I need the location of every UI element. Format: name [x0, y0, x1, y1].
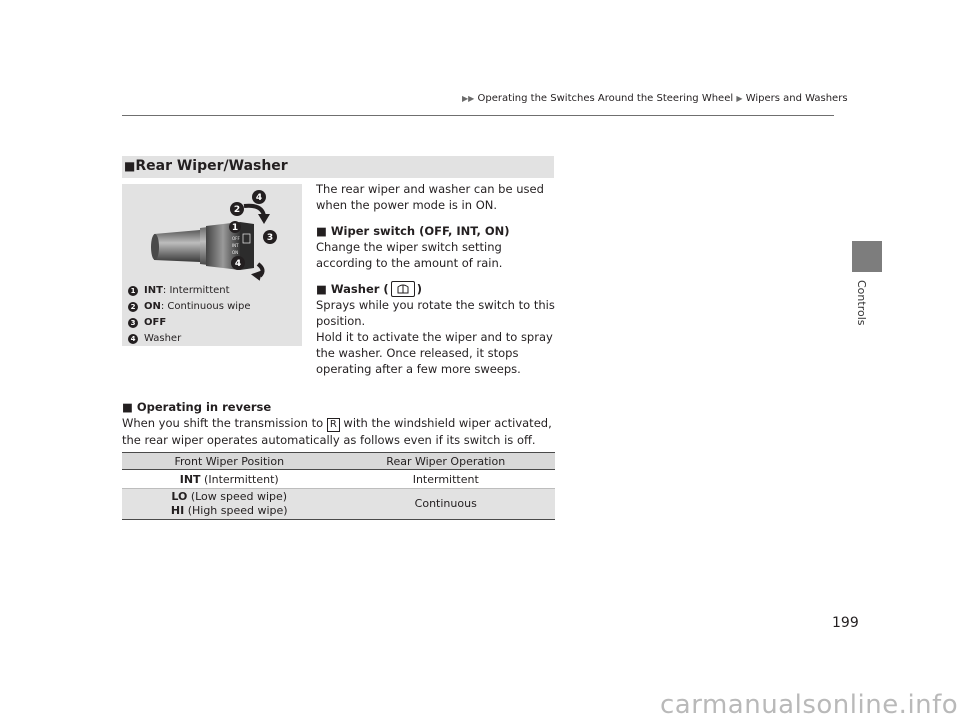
breadcrumb-arrow-icon: ▶▶	[462, 94, 475, 103]
callout-4-top: 4	[255, 193, 263, 203]
reverse-body-post: with the windshield wiper activated, the rear wiper operates automatically as follows even if its switch is off.	[122, 416, 552, 447]
front-position-term: INT	[179, 472, 201, 486]
intro-paragraph: The rear wiper and washer can be used when the power mode is in ON.	[316, 182, 544, 212]
legend-item	[128, 283, 298, 299]
wiper-switch-heading: ■ Wiper switch (OFF, INT, ON)	[316, 224, 510, 238]
reverse-body	[122, 415, 558, 448]
page-number: 199	[832, 615, 859, 631]
washer-heading-close: )	[416, 282, 422, 296]
breadcrumb-item-switches[interactable]: Operating the Switches Around the Steering Wheel	[477, 93, 734, 104]
reverse-heading-text: Operating in reverse	[136, 400, 272, 414]
legend-term: INT	[144, 285, 163, 296]
front-position-desc: (Intermittent)	[200, 472, 279, 486]
lever-label-int: INT	[232, 243, 239, 248]
washer-icon	[391, 281, 415, 297]
watermark: carmanualsonline.info	[660, 690, 959, 720]
reverse-body-pre: When you shift the transmission to	[122, 416, 324, 430]
main-description	[316, 181, 556, 377]
washer-body-2: Hold it to activate the wiper and to spray the washer. Once released, it stops operating after a few more sweeps.	[316, 330, 553, 376]
side-tab-label-text: Controls	[855, 280, 868, 326]
breadcrumb-item-wipers[interactable]: Wipers and Washers	[745, 93, 848, 104]
side-tab-label	[856, 280, 870, 360]
callout-2: 2	[233, 205, 241, 215]
front-position-term: HI	[170, 504, 185, 517]
reverse-operation-table	[122, 452, 555, 520]
reverse-heading: ■ Operating in reverse	[122, 400, 272, 414]
table-header-front: Front Wiper Position	[122, 453, 336, 470]
wiper-lever-illustration	[122, 184, 302, 284]
wiper-switch-body: Change the wiper switch setting according to the amount of rain.	[316, 240, 503, 270]
lever-label-off: OFF	[232, 236, 240, 241]
legend-item	[128, 315, 298, 331]
legend-desc: : Intermittent	[162, 285, 230, 296]
section-title	[124, 158, 288, 174]
legend-desc: Washer	[144, 333, 182, 344]
side-tab-marker[interactable]	[852, 241, 882, 272]
legend-item	[128, 299, 298, 315]
washer-body-1: Sprays while you rotate the switch to this position.	[316, 298, 555, 328]
breadcrumb-arrow-icon: ▶	[736, 94, 743, 103]
breadcrumb	[462, 93, 848, 104]
callout-1: 1	[231, 223, 239, 233]
square-bullet-icon: ■	[124, 159, 136, 173]
number-4-icon: 4	[128, 334, 138, 344]
front-position-term: LO	[171, 490, 188, 503]
legend-term: OFF	[144, 317, 167, 328]
callout-3: 3	[266, 233, 274, 243]
callout-4-bottom: 4	[234, 259, 242, 269]
front-position-cell	[122, 489, 336, 520]
front-position-cell	[122, 470, 336, 489]
table-row	[122, 470, 555, 489]
figure-legend	[128, 283, 298, 347]
rear-operation-cell: Continuous	[336, 489, 555, 520]
gear-r-key: R	[327, 418, 340, 432]
rear-operation-cell: Intermittent	[336, 470, 555, 489]
table-header-rear: Rear Wiper Operation	[336, 453, 555, 470]
reverse-section	[122, 399, 558, 448]
front-position-desc: (Low speed wipe)	[187, 490, 288, 503]
section-title-text: Rear Wiper/Washer	[135, 158, 288, 174]
number-1-icon: 1	[128, 286, 138, 296]
number-2-icon: 2	[128, 302, 138, 312]
wiper-switch-heading-text: Wiper switch (OFF, INT, ON)	[330, 224, 510, 238]
table-row	[122, 489, 555, 520]
number-3-icon: 3	[128, 318, 138, 328]
legend-item	[128, 331, 298, 347]
header-divider	[122, 115, 834, 116]
washer-heading-text: Washer (	[330, 282, 389, 296]
front-position-desc: (High speed wipe)	[184, 504, 288, 517]
legend-desc: : Continuous wipe	[160, 301, 251, 312]
lever-label-on: ON	[232, 250, 239, 255]
washer-heading: ■ Washer ( )	[316, 282, 422, 296]
legend-term: ON	[144, 301, 161, 312]
